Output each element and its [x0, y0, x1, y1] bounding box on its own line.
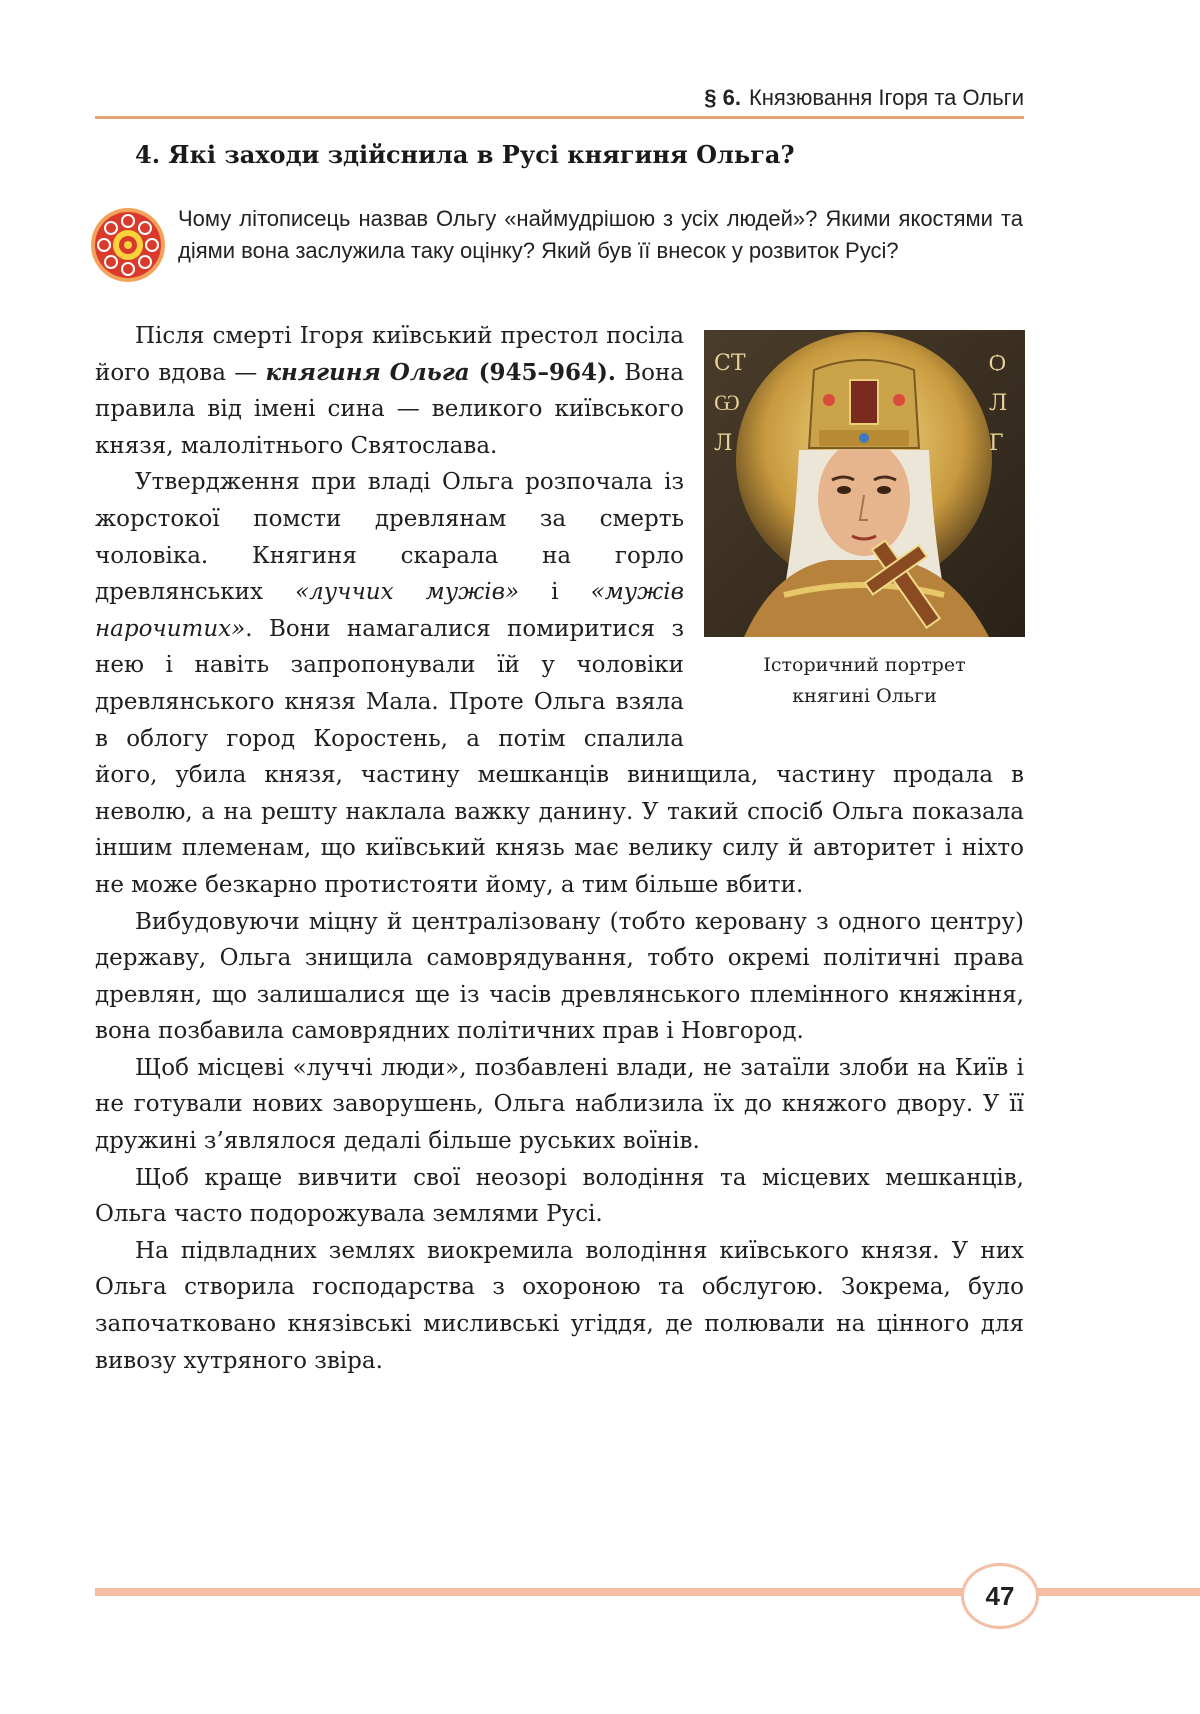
page-number-badge: [961, 1563, 1039, 1629]
body-paragraph: Утвердження при владі Ольга розпочала із жорстокої помсти древлянам за смерть чоловіка. Княгиня скарала на горло древлянських «луччих мужів» і «мужів нарочитих». Вони намагалися помиритися з нею і навіть запропонували їй у чоловіки древлянського князя Мала. Проте Ольга взяла в облогу город Коростень, а потім спалила його, убила князя, частину мешканців винищила, частину продала в неволю, а на решту наклала важку данину. У такий спосіб Ольга показала іншим племенам, що київський князь має велику силу й авторитет і ніхто не може безкарно протистояти йому, а тим більше вбити.: [95, 469, 1024, 898]
chapter-title: Князювання Ігоря та Ольги: [748, 85, 1024, 110]
emphasis-narochyti: «мужів нарочитих»: [95, 579, 685, 642]
figure-caption: Історичний портрет княгині Ольги: [763, 654, 966, 707]
emphasis-olga: княгиня Ольга: [265, 358, 470, 386]
running-head: [95, 80, 1024, 119]
svg-text:СТ: СТ: [714, 351, 746, 376]
body-paragraph: Після смерті Ігоря київський престол посіла його вдова — княгиня Ольга (945–964). Вона правила від імені сина — великого київського князя, малолітнього Святослава.: [95, 323, 684, 459]
svg-text:Л: Л: [714, 431, 733, 456]
question-text: Чому літописець назвав Ольгу «наймудрішою з усіх людей»? Якими якостями та діями вона заслужила таку оцінку? Який був її внесок у розвиток Русі?: [178, 206, 1023, 263]
paragraph-mark: § 6.: [704, 85, 741, 110]
ornament-rosette-icon: [88, 205, 168, 285]
emphasis-luchchi: «луччих мужів»: [295, 579, 520, 606]
svg-text:Ѻ: Ѻ: [989, 351, 1006, 376]
svg-text:Г: Г: [989, 431, 1004, 456]
page-number: 47: [985, 1580, 1015, 1611]
svg-text:Л: Л: [989, 391, 1008, 416]
portrait-image: [704, 330, 1025, 637]
body-paragraph: Щоб краще вивчити свої неозорі володіння та місцевих мешканців, Ольга часто подорожувала землями Русі.: [95, 1164, 1024, 1228]
body-paragraph: Щоб місцеві «луччі люди», позбавлені влади, не затаїли злоби на Київ і не готували нових заворушень, Ольга наблизила їх до княжого двору. У її дружині з’являлося дедалі більше руських воїнів.: [95, 1054, 1024, 1155]
body-paragraph: На підвладних землях виокремила володіння київського князя. У них Ольга створила господарства з охороною та обслугою. Зокрема, було започатковано князівські мисливські угіддя, де полювали на цінного для вивозу хутряного звіра.: [95, 1237, 1024, 1374]
section-heading: 4. Які заходи здійснила в Русі княгиня Ольга?: [135, 140, 795, 169]
body-paragraph: Вибудовуючи міцну й централізовану (тобто керовану з одного центру) державу, Ольга знищила самоврядування, тобто окремі політичні права древлян, що залишалися ще із часів древлянського племінного княжіння, вона позбавила самоврядних політичних прав і Новгород.: [95, 908, 1024, 1045]
emphasis-years: (945–964).: [469, 358, 616, 386]
svg-text:Ѡ: Ѡ: [714, 391, 740, 416]
